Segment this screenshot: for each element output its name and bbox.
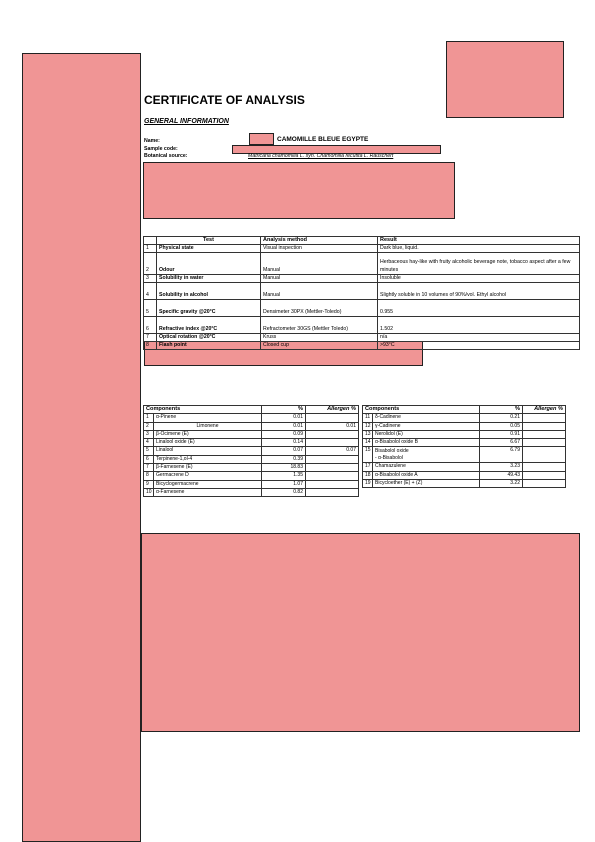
table-row: [363, 471, 566, 479]
header-cell: Allergen %: [523, 406, 566, 414]
component-percent: 49.43: [480, 471, 523, 479]
component-allergen: [523, 439, 566, 447]
component-percent: 0.39: [262, 455, 306, 463]
row-number: 15: [363, 447, 373, 463]
redacted-info-block: [143, 162, 455, 219]
section-heading: GENERAL INFORMATION: [144, 118, 229, 125]
component-percent: 0.05: [480, 422, 523, 430]
test-result: Herbaceous hay-like with fruity alcoholic beverage note, tobacco aspect after a few minutes: [378, 253, 580, 275]
component-allergen: [306, 472, 359, 480]
header-cell: %: [262, 406, 306, 414]
row-number: 8: [144, 472, 154, 480]
component-allergen: [306, 488, 359, 496]
row-number: 10: [144, 488, 154, 496]
row-number: 17: [363, 463, 373, 471]
row-number: 2: [144, 422, 154, 430]
table-row: [144, 334, 580, 342]
table-row: [363, 480, 566, 488]
row-number: 18: [363, 471, 373, 479]
test-method: Densimeter 30PX (Mettler-Toledo): [261, 300, 378, 317]
table-row: [363, 447, 566, 463]
component-name: β-Farnesene (E): [154, 464, 262, 472]
table-row: [144, 488, 359, 496]
component-percent: 1.35: [262, 472, 306, 480]
component-allergen: 0.01: [306, 422, 359, 430]
row-number: 1: [144, 414, 154, 422]
row-number: 5: [144, 300, 157, 317]
component-name: α-Pinene: [154, 414, 262, 422]
test-name: Flash point: [157, 342, 261, 350]
component-name: Germacrene D: [154, 472, 262, 480]
row-number: 8: [144, 342, 157, 350]
row-number: 5: [144, 447, 154, 455]
test-method: Kruss: [261, 334, 378, 342]
component-name: γ-Cadinene: [373, 422, 480, 430]
page-title: CERTIFICATE OF ANALYSIS: [144, 93, 305, 107]
table-row: [144, 283, 580, 300]
table-header-row: [144, 406, 359, 414]
component-percent: 0.14: [262, 439, 306, 447]
component-percent: 0.01: [262, 422, 306, 430]
components-table-left: [143, 405, 359, 497]
test-name: Optical rotation @20°C: [157, 334, 261, 342]
component-percent: 1.07: [262, 480, 306, 488]
component-name: Bicyclogermacrene: [154, 480, 262, 488]
component-allergen: [523, 447, 566, 463]
component-percent: 0.07: [262, 447, 306, 455]
redacted-logo: [446, 41, 564, 118]
component-name: α-Farnesene: [154, 488, 262, 496]
component-allergen: [306, 414, 359, 422]
component-name: Linalool oxide (E): [154, 439, 262, 447]
row-number: 6: [144, 455, 154, 463]
row-number: 19: [363, 480, 373, 488]
table-row: [363, 463, 566, 471]
redacted-name-prefix: [249, 133, 274, 145]
component-percent: 6.67: [480, 439, 523, 447]
table-row: [144, 245, 580, 253]
test-method: Manual: [261, 283, 378, 300]
component-allergen: [523, 463, 566, 471]
component-allergen: [306, 480, 359, 488]
component-allergen: [306, 455, 359, 463]
header-cell: Allergen %: [306, 406, 359, 414]
component-percent: 3.22: [480, 480, 523, 488]
redacted-sidebar: [22, 53, 141, 842]
component-name: α-Bisabolol oxide B: [373, 439, 480, 447]
test-result: 0.955: [378, 300, 580, 317]
component-percent: 6.79: [480, 447, 523, 463]
test-name: Odour: [157, 253, 261, 275]
test-table: [143, 236, 580, 350]
table-row: [144, 414, 359, 422]
component-allergen: [523, 430, 566, 438]
component-name: δ-Cadinene: [373, 414, 480, 422]
component-name: Nerolidol (E): [373, 430, 480, 438]
table-row: [144, 447, 359, 455]
component-percent: 3.23: [480, 463, 523, 471]
component-percent: 0.21: [480, 414, 523, 422]
table-header-row: [144, 237, 580, 245]
component-name-line: Bisabolol oxide: [375, 447, 409, 454]
test-method: Manual: [261, 253, 378, 275]
test-name: Physical state: [157, 245, 261, 253]
table-row: [144, 480, 359, 488]
row-number: 4: [144, 439, 154, 447]
table-row: [144, 472, 359, 480]
component-name: Limonene: [154, 422, 262, 430]
redacted-footer-block: [141, 533, 580, 732]
table-row: [363, 414, 566, 422]
row-number: 7: [144, 334, 157, 342]
row-number: 6: [144, 317, 157, 334]
component-name: Terpinene-1,ol-4: [154, 455, 262, 463]
row-number: 1: [144, 245, 157, 253]
test-name: Solubility in alcohol: [157, 283, 261, 300]
test-result: 1.502: [378, 317, 580, 334]
component-name: α-Bisabolol oxide A: [373, 471, 480, 479]
test-method: Manual: [261, 275, 378, 283]
test-name: Refractive index @20°C: [157, 317, 261, 334]
row-number: 3: [144, 430, 154, 438]
botanical-source-label: Botanical source:: [144, 153, 188, 159]
component-percent: 0.09: [262, 430, 306, 438]
test-result: Slightly soluble in 10 volumes of 90%/vol. Ethyl alcohol: [378, 283, 580, 300]
component-allergen: [523, 471, 566, 479]
component-percent: 0.82: [262, 488, 306, 496]
component-name: [373, 447, 480, 463]
test-result: n/a: [378, 334, 580, 342]
header-cell: Components: [363, 406, 480, 414]
component-allergen: [306, 464, 359, 472]
row-number: 2: [144, 253, 157, 275]
components-table-right: [362, 405, 566, 488]
header-cell: %: [480, 406, 523, 414]
component-percent: 0.91: [480, 430, 523, 438]
table-row: [144, 430, 359, 438]
component-allergen: [523, 414, 566, 422]
component-name: β-Ocimene (E): [154, 430, 262, 438]
component-allergen: [306, 439, 359, 447]
test-result: Insoluble: [378, 275, 580, 283]
name-label: Name:: [144, 138, 160, 144]
component-name: Linalool: [154, 447, 262, 455]
test-method: Refractometer 30GS (Mettler Toledo): [261, 317, 378, 334]
component-allergen: [523, 422, 566, 430]
test-name: Solubility in water: [157, 275, 261, 283]
component-allergen: [523, 480, 566, 488]
component-percent: 0.01: [262, 414, 306, 422]
row-number: 12: [363, 422, 373, 430]
table-header-row: [363, 406, 566, 414]
component-name-line: - α-Bisabolol: [375, 455, 403, 462]
header-cell: Result: [378, 237, 580, 245]
botanical-source-value: Matricaria chamomilla L. syn. Chamomilla recutita L. Rauschert: [248, 153, 394, 159]
test-result: >93°C: [378, 342, 580, 350]
test-method: Closed cup: [261, 342, 378, 350]
test-result: Dark blue, liquid.: [378, 245, 580, 253]
component-name: Chamazulene: [373, 463, 480, 471]
row-number: 3: [144, 275, 157, 283]
table-row: [144, 317, 580, 334]
header-cell: Analysis method: [261, 237, 378, 245]
sample-code-label: Sample code:: [144, 146, 178, 152]
table-row: [144, 342, 580, 350]
name-value: CAMOMILLE BLEUE EGYPTE: [277, 136, 369, 143]
header-cell: Test: [157, 237, 261, 245]
row-number: 11: [363, 414, 373, 422]
table-row: [363, 422, 566, 430]
row-number: 14: [363, 439, 373, 447]
test-method: Visual inspection: [261, 245, 378, 253]
header-cell: [144, 237, 157, 245]
table-row: [144, 455, 359, 463]
table-row: [144, 422, 359, 430]
row-number: 4: [144, 283, 157, 300]
table-row: [363, 439, 566, 447]
row-number: 9: [144, 480, 154, 488]
component-allergen: [306, 430, 359, 438]
component-name: Bicycloether (E) + (Z): [373, 480, 480, 488]
table-row: [144, 275, 580, 283]
table-row: [144, 439, 359, 447]
table-row: [144, 464, 359, 472]
header-cell: Components: [144, 406, 262, 414]
table-row: [144, 300, 580, 317]
row-number: 7: [144, 464, 154, 472]
component-allergen: 0.07: [306, 447, 359, 455]
table-row: [144, 253, 580, 275]
test-name: Specific gravity @20°C: [157, 300, 261, 317]
table-row: [363, 430, 566, 438]
component-percent: 18.83: [262, 464, 306, 472]
row-number: 13: [363, 430, 373, 438]
